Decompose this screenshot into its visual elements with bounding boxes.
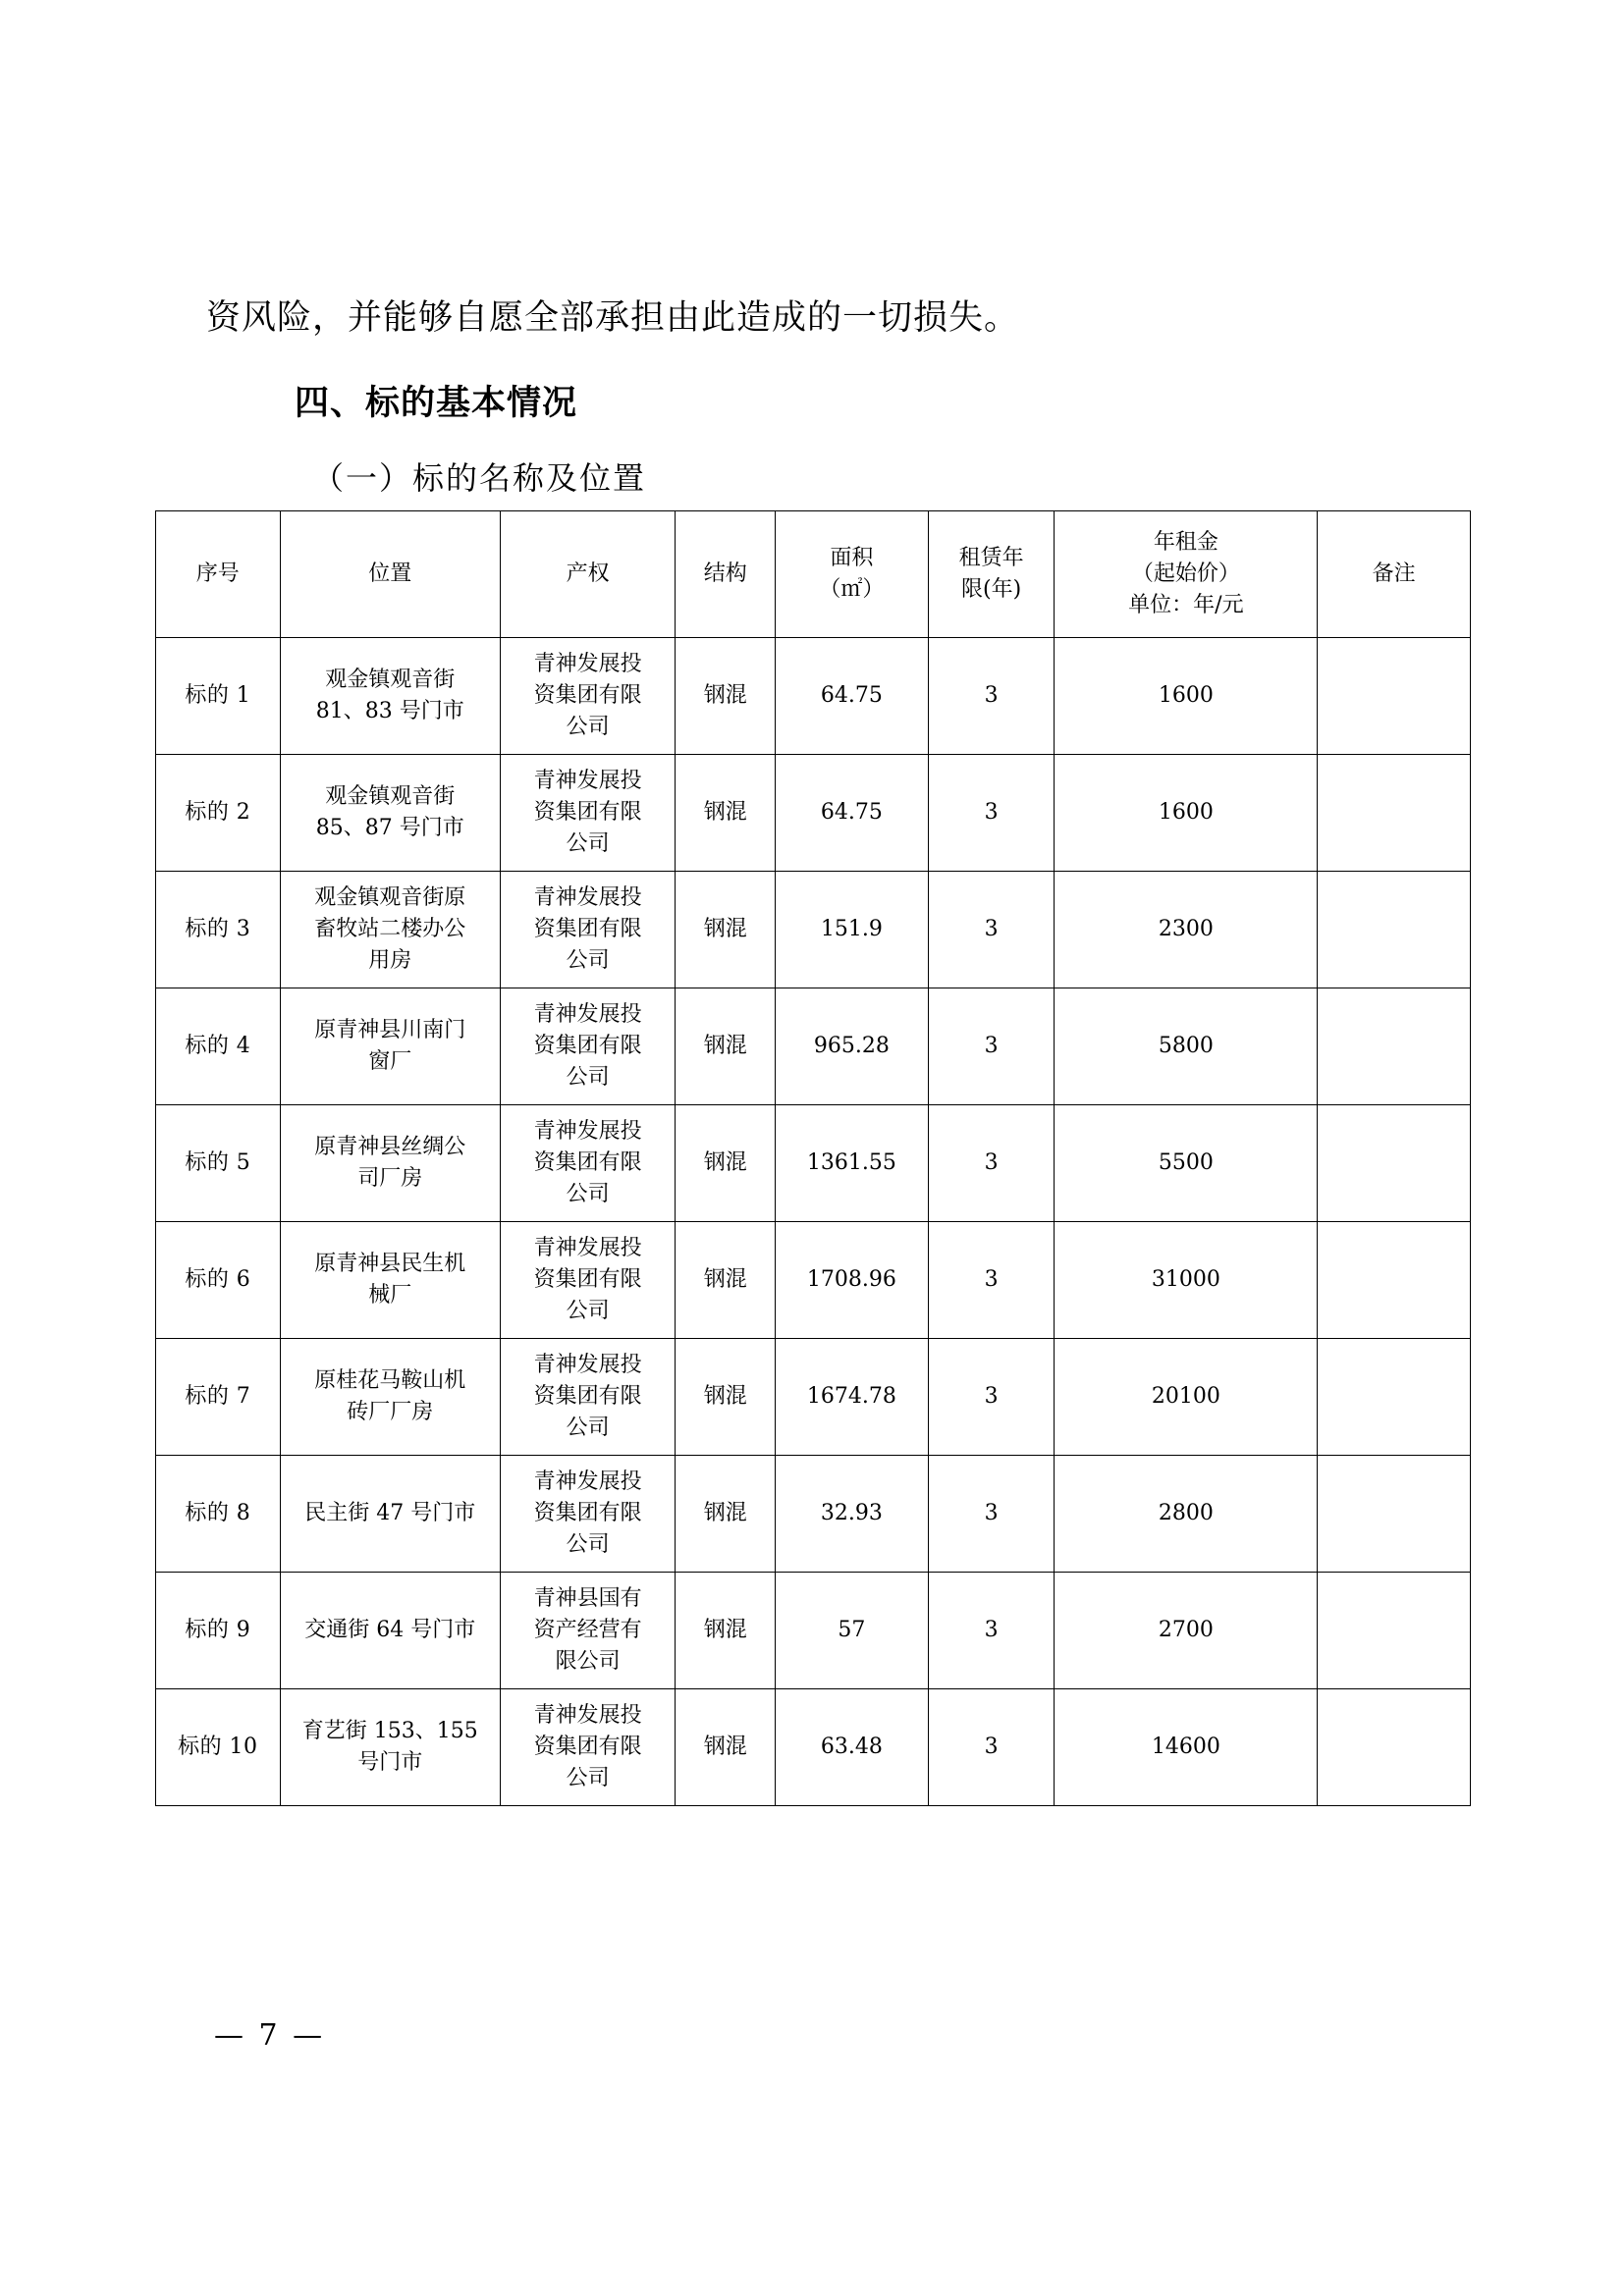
cell-area — [776, 638, 929, 755]
cell-note — [1318, 638, 1471, 755]
cell-rent — [1055, 1689, 1318, 1806]
cell-term-line: 3 — [984, 1267, 999, 1293]
cell-term-line: 3 — [984, 800, 999, 826]
cell-term-line: 3 — [984, 1735, 999, 1760]
cell-sequence — [156, 755, 281, 872]
cell-location — [280, 638, 500, 755]
cell-ownership-line: 资集团有限 — [533, 1735, 642, 1760]
cell-ownership-line: 青神发展投 — [533, 1002, 642, 1028]
cell-ownership — [500, 1573, 676, 1689]
header-cell-sequence: 序号 — [156, 511, 281, 638]
cell-location-line: 号门市 — [357, 1750, 423, 1775]
cell-term — [928, 1456, 1055, 1573]
cell-sequence — [156, 1456, 281, 1573]
cell-note — [1318, 988, 1471, 1105]
cell-ownership-line: 资产经营有 — [533, 1618, 642, 1643]
table-header-row — [156, 511, 1471, 638]
table-body — [156, 638, 1471, 1806]
cell-sequence-line: 标的 2 — [185, 800, 251, 826]
cell-structure-line: 钢混 — [703, 1735, 747, 1760]
cell-location-line: 原青神县民生机 — [314, 1252, 466, 1277]
cell-ownership-line: 青神发展投 — [533, 1119, 642, 1145]
cell-area — [776, 1456, 929, 1573]
cell-ownership-line: 公司 — [566, 1298, 610, 1323]
cell-area-line: 57 — [838, 1618, 866, 1643]
table-row — [156, 755, 1471, 872]
cell-area — [776, 755, 929, 872]
cell-location-line: 81、83 号门市 — [315, 699, 464, 723]
cell-location — [280, 988, 500, 1105]
header-cell-ownership: 产权 — [500, 511, 676, 638]
cell-structure-line: 钢混 — [703, 1267, 747, 1293]
cell-note — [1318, 1105, 1471, 1222]
cell-note — [1318, 1456, 1471, 1573]
cell-structure-line: 钢混 — [703, 917, 747, 942]
cell-sequence-line: 标的 9 — [185, 1618, 251, 1643]
cell-structure — [676, 1222, 776, 1339]
cell-sequence — [156, 1222, 281, 1339]
cell-ownership-line: 公司 — [566, 1064, 610, 1090]
page-number: — 7 — — [214, 2018, 326, 2053]
cell-term-line: 3 — [984, 1034, 999, 1059]
cell-term-line: 3 — [984, 1501, 999, 1526]
cell-sequence — [156, 1573, 281, 1689]
cell-term — [928, 1222, 1055, 1339]
cell-ownership-line: 资集团有限 — [533, 917, 642, 942]
table-row — [156, 1689, 1471, 1806]
cell-area-line: 64.75 — [820, 683, 883, 709]
cell-structure — [676, 872, 776, 988]
assets-table — [155, 510, 1471, 1806]
cell-note — [1318, 1339, 1471, 1456]
cell-term-line: 3 — [984, 683, 999, 709]
cell-sequence — [156, 988, 281, 1105]
cell-location — [280, 872, 500, 988]
cell-sequence — [156, 1339, 281, 1456]
header-rent-line3: 单位：年/元 — [1128, 592, 1244, 617]
cell-ownership-line: 青神发展投 — [533, 1703, 642, 1729]
cell-sequence-line: 标的 10 — [178, 1735, 258, 1760]
cell-term-line: 3 — [984, 1150, 999, 1176]
cell-area-line: 1708.96 — [806, 1267, 896, 1293]
cell-structure-line: 钢混 — [703, 683, 747, 709]
cell-ownership-line: 公司 — [566, 1765, 610, 1790]
cell-structure-line: 钢混 — [703, 1501, 747, 1526]
cell-ownership — [500, 755, 676, 872]
table-row — [156, 1105, 1471, 1222]
cell-structure — [676, 1573, 776, 1689]
section-heading: 四、标的基本情况 — [295, 384, 578, 423]
cell-area — [776, 1339, 929, 1456]
cell-area-line: 965.28 — [813, 1034, 890, 1059]
cell-ownership-line: 青神发展投 — [533, 885, 642, 911]
header-cell-term — [928, 511, 1055, 638]
cell-location-line: 窗厂 — [368, 1049, 412, 1074]
cell-sequence — [156, 1689, 281, 1806]
cell-rent-line: 5800 — [1158, 1034, 1214, 1059]
cell-structure — [676, 988, 776, 1105]
cell-structure-line: 钢混 — [703, 1618, 747, 1643]
cell-area-line: 64.75 — [820, 800, 883, 826]
cell-location — [280, 1222, 500, 1339]
cell-structure-line: 钢混 — [703, 1150, 747, 1176]
cell-sequence-line: 标的 3 — [185, 917, 251, 942]
cell-rent — [1055, 1339, 1318, 1456]
cell-location-line: 交通街 64 号门市 — [304, 1618, 476, 1643]
header-term-line1: 租赁年 — [958, 546, 1024, 571]
cell-term — [928, 638, 1055, 755]
cell-rent-line: 1600 — [1158, 683, 1214, 709]
cell-ownership-line: 限公司 — [555, 1648, 621, 1674]
cell-sequence-line: 标的 1 — [185, 683, 251, 709]
cell-sequence — [156, 1105, 281, 1222]
cell-ownership-line: 青神发展投 — [533, 769, 642, 794]
cell-area — [776, 1573, 929, 1689]
cell-structure — [676, 1339, 776, 1456]
cell-sequence — [156, 638, 281, 755]
cell-sequence-line: 标的 5 — [185, 1150, 251, 1176]
cell-rent-line: 1600 — [1158, 800, 1214, 826]
cell-structure — [676, 755, 776, 872]
cell-note — [1318, 1573, 1471, 1689]
cell-location — [280, 1105, 500, 1222]
cell-ownership — [500, 1339, 676, 1456]
cell-rent-line: 14600 — [1151, 1735, 1220, 1760]
cell-ownership-line: 公司 — [566, 947, 610, 973]
header-cell-location: 位置 — [280, 511, 500, 638]
cell-rent — [1055, 1105, 1318, 1222]
cell-ownership — [500, 1456, 676, 1573]
header-cell-area — [776, 511, 929, 638]
cell-sequence-line: 标的 4 — [185, 1034, 251, 1059]
cell-term — [928, 1339, 1055, 1456]
cell-rent-line: 2800 — [1158, 1501, 1214, 1526]
cell-note — [1318, 755, 1471, 872]
cell-location — [280, 755, 500, 872]
cell-sequence-line: 标的 8 — [185, 1501, 251, 1526]
cell-ownership-line: 资集团有限 — [533, 1267, 642, 1293]
cell-term-line: 3 — [984, 1618, 999, 1643]
cell-area — [776, 1689, 929, 1806]
header-cell-note: 备注 — [1318, 511, 1471, 638]
cell-ownership — [500, 872, 676, 988]
header-area-line1: 面积 — [830, 546, 874, 571]
cell-ownership — [500, 988, 676, 1105]
cell-sequence-line: 标的 6 — [185, 1267, 251, 1293]
cell-ownership-line: 资集团有限 — [533, 683, 642, 709]
cell-location-line: 畜牧站二楼办公 — [314, 917, 466, 942]
table-row — [156, 1222, 1471, 1339]
cell-area-line: 63.48 — [820, 1735, 883, 1760]
cell-location — [280, 1573, 500, 1689]
cell-location — [280, 1689, 500, 1806]
cell-ownership-line: 资集团有限 — [533, 1384, 642, 1410]
cell-term — [928, 988, 1055, 1105]
table-header — [156, 511, 1471, 638]
cell-rent — [1055, 1573, 1318, 1689]
cell-rent — [1055, 1222, 1318, 1339]
cell-ownership-line: 青神发展投 — [533, 1236, 642, 1261]
cell-ownership-line: 青神发展投 — [533, 1469, 642, 1495]
cell-rent — [1055, 988, 1318, 1105]
cell-ownership-line: 公司 — [566, 1415, 610, 1440]
cell-location-line: 原青神县川南门 — [314, 1018, 466, 1043]
cell-area — [776, 1222, 929, 1339]
cell-structure — [676, 1105, 776, 1222]
cell-location-line: 育艺街 153、155 — [301, 1719, 478, 1744]
header-rent-line1: 年租金 — [1153, 530, 1218, 556]
cell-ownership-line: 资集团有限 — [533, 1150, 642, 1176]
cell-ownership-line: 资集团有限 — [533, 800, 642, 826]
cell-location-line: 用房 — [368, 947, 412, 973]
cell-ownership-line: 公司 — [566, 714, 610, 739]
cell-ownership-line: 资集团有限 — [533, 1501, 642, 1526]
table-row — [156, 988, 1471, 1105]
cell-ownership-line: 青神发展投 — [533, 652, 642, 677]
cell-term — [928, 755, 1055, 872]
cell-location-line: 原桂花马鞍山机 — [314, 1368, 466, 1394]
cell-rent-line: 5500 — [1158, 1150, 1214, 1176]
header-cell-rent — [1055, 511, 1318, 638]
cell-term — [928, 1105, 1055, 1222]
cell-structure-line: 钢混 — [703, 1384, 747, 1410]
cell-sequence — [156, 872, 281, 988]
cell-location — [280, 1339, 500, 1456]
cell-note — [1318, 1689, 1471, 1806]
cell-ownership — [500, 1105, 676, 1222]
cell-term — [928, 872, 1055, 988]
cell-structure-line: 钢混 — [703, 1034, 747, 1059]
cell-note — [1318, 872, 1471, 988]
cell-rent-line: 20100 — [1151, 1384, 1220, 1410]
cell-area-line: 151.9 — [820, 917, 883, 942]
cell-location-line: 砖厂厂房 — [347, 1400, 434, 1424]
cell-structure-line: 钢混 — [703, 800, 747, 826]
cell-term-line: 3 — [984, 917, 999, 942]
cell-term — [928, 1573, 1055, 1689]
cell-area — [776, 1105, 929, 1222]
cell-location-line: 85、87 号门市 — [315, 816, 464, 840]
subsection-heading: （一）标的名称及位置 — [312, 459, 647, 497]
cell-rent — [1055, 1456, 1318, 1573]
cell-ownership-line: 公司 — [566, 830, 610, 856]
cell-rent — [1055, 872, 1318, 988]
table-row — [156, 1456, 1471, 1573]
header-rent-line2: （起始价） — [1131, 561, 1240, 587]
cell-location — [280, 1456, 500, 1573]
cell-area-line: 1361.55 — [806, 1150, 896, 1176]
cell-location-line: 观金镇观音街 — [325, 667, 456, 693]
cell-location-line: 械厂 — [368, 1283, 412, 1308]
cell-note — [1318, 1222, 1471, 1339]
cell-ownership-line: 公司 — [566, 1181, 610, 1206]
cell-ownership-line: 青神发展投 — [533, 1353, 642, 1378]
table-row — [156, 1339, 1471, 1456]
cell-rent-line: 2700 — [1158, 1618, 1214, 1643]
lead-paragraph: 资风险，并能够自愿全部承担由此造成的一切损失。 — [206, 298, 1020, 338]
cell-term — [928, 1689, 1055, 1806]
cell-location-line: 原青神县丝绸公 — [314, 1135, 466, 1160]
table-row — [156, 638, 1471, 755]
cell-location-line: 观金镇观音街 — [325, 784, 456, 810]
cell-area-line: 1674.78 — [806, 1384, 896, 1410]
cell-sequence-line: 标的 7 — [185, 1384, 251, 1410]
cell-ownership — [500, 638, 676, 755]
header-term-line2: 限(年) — [961, 577, 1022, 602]
cell-ownership — [500, 1689, 676, 1806]
cell-structure — [676, 638, 776, 755]
header-cell-structure: 结构 — [676, 511, 776, 638]
cell-area — [776, 872, 929, 988]
cell-location-line: 司厂房 — [357, 1166, 423, 1191]
table-row — [156, 872, 1471, 988]
cell-ownership-line: 资集团有限 — [533, 1034, 642, 1059]
cell-ownership-line: 青神县国有 — [533, 1586, 642, 1612]
cell-location-line: 民主街 47 号门市 — [304, 1501, 476, 1526]
cell-rent-line: 31000 — [1151, 1267, 1220, 1293]
cell-ownership-line: 公司 — [566, 1531, 610, 1557]
cell-ownership — [500, 1222, 676, 1339]
cell-rent — [1055, 638, 1318, 755]
header-area-line2: （㎡） — [819, 577, 885, 602]
cell-structure — [676, 1456, 776, 1573]
cell-structure — [676, 1689, 776, 1806]
cell-rent — [1055, 755, 1318, 872]
cell-area-line: 32.93 — [820, 1501, 883, 1526]
cell-location-line: 观金镇观音街原 — [314, 885, 466, 911]
table-row — [156, 1573, 1471, 1689]
cell-area — [776, 988, 929, 1105]
cell-rent-line: 2300 — [1158, 917, 1214, 942]
cell-term-line: 3 — [984, 1384, 999, 1410]
